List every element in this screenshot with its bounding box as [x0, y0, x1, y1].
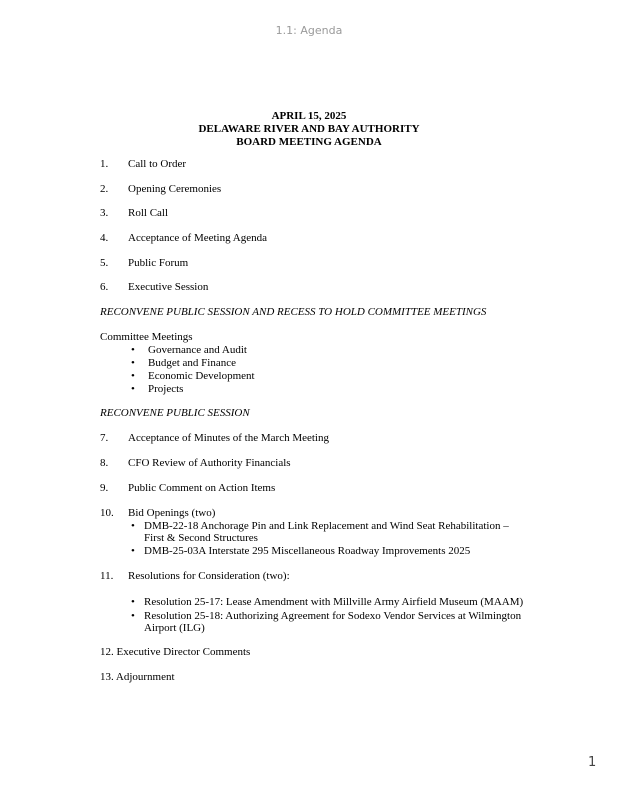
agenda-item-text: Opening Ceremonies — [128, 183, 222, 195]
agenda-item-number: 1. — [100, 158, 109, 170]
committee-heading: Committee Meetings — [100, 331, 193, 343]
agenda-item-text: Acceptance of Minutes of the March Meeting — [128, 432, 329, 444]
agenda-item-number: 7. — [100, 432, 109, 444]
organization-name: DELAWARE RIVER AND BAY AUTHORITY — [198, 123, 420, 135]
committee-name: Economic Development — [148, 370, 255, 382]
agenda-item-number: 2. — [100, 183, 109, 195]
bid-text: DMB-25-03A Interstate 295 Miscellaneous Roadway Improvements 2025 — [144, 545, 471, 557]
section-heading-recess: RECONVENE PUBLIC SESSION AND RECESS TO HOLD COMMITTEE MEETINGS — [100, 306, 487, 318]
bid-text: First & Second Structures — [144, 532, 258, 544]
agenda-item-number: 9. — [100, 482, 109, 494]
bullet-icon: • — [131, 383, 135, 395]
agenda-item-text: Acceptance of Meeting Agenda — [128, 232, 267, 244]
bid-text: DMB-22-18 Anchorage Pin and Link Replacement and Wind Seat Rehabilitation – — [144, 520, 509, 532]
agenda-item-number: 8. — [100, 457, 109, 469]
bullet-icon: • — [131, 370, 135, 382]
agenda-item-text: Resolutions for Consideration (two): — [128, 570, 290, 582]
bullet-icon: • — [131, 610, 135, 622]
agenda-item-text: Executive Session — [128, 281, 209, 293]
bullet-icon: • — [131, 596, 135, 608]
section-heading-reconvene: RECONVENE PUBLIC SESSION — [100, 407, 250, 419]
bullet-icon: • — [131, 545, 135, 557]
agenda-item-number: 6. — [100, 281, 109, 293]
page-number: 1 — [588, 755, 597, 770]
meeting-date: APRIL 15, 2025 — [271, 110, 347, 122]
committee-name: Projects — [148, 383, 184, 395]
agenda-item-text: Public Forum — [128, 257, 189, 269]
agenda-item-number: 3. — [100, 207, 109, 219]
agenda-item-adjournment: 13. Adjournment — [100, 671, 175, 683]
viewer-title: 1.1: Agenda — [275, 24, 343, 37]
resolution-text: Airport (ILG) — [144, 622, 205, 634]
agenda-item-number: 4. — [100, 232, 109, 244]
document-title: BOARD MEETING AGENDA — [236, 136, 382, 148]
agenda-item-text: Bid Openings (two) — [128, 507, 216, 519]
agenda-item-text: CFO Review of Authority Financials — [128, 457, 291, 469]
bullet-icon: • — [131, 520, 135, 532]
agenda-item-text: Public Comment on Action Items — [128, 482, 276, 494]
resolution-text: Resolution 25-17: Lease Amendment with Millville Army Airfield Museum (MAAM) — [144, 596, 524, 608]
committee-name: Governance and Audit — [148, 344, 247, 356]
document-header — [0, 110, 618, 149]
agenda-item-text: Call to Order — [128, 158, 187, 170]
resolution-text: Resolution 25-18: Authorizing Agreement for Sodexo Vendor Services at Wilmington — [144, 610, 522, 622]
bullet-icon: • — [131, 357, 135, 369]
agenda-item-text: Roll Call — [128, 207, 169, 219]
agenda-item-number: 10. — [100, 507, 114, 519]
agenda-item-director-comments: 12. Executive Director Comments — [100, 646, 251, 658]
committee-name: Budget and Finance — [148, 357, 236, 369]
bullet-icon: • — [131, 344, 135, 356]
agenda-item-number: 5. — [100, 257, 109, 269]
agenda-item-number: 11. — [100, 570, 114, 582]
